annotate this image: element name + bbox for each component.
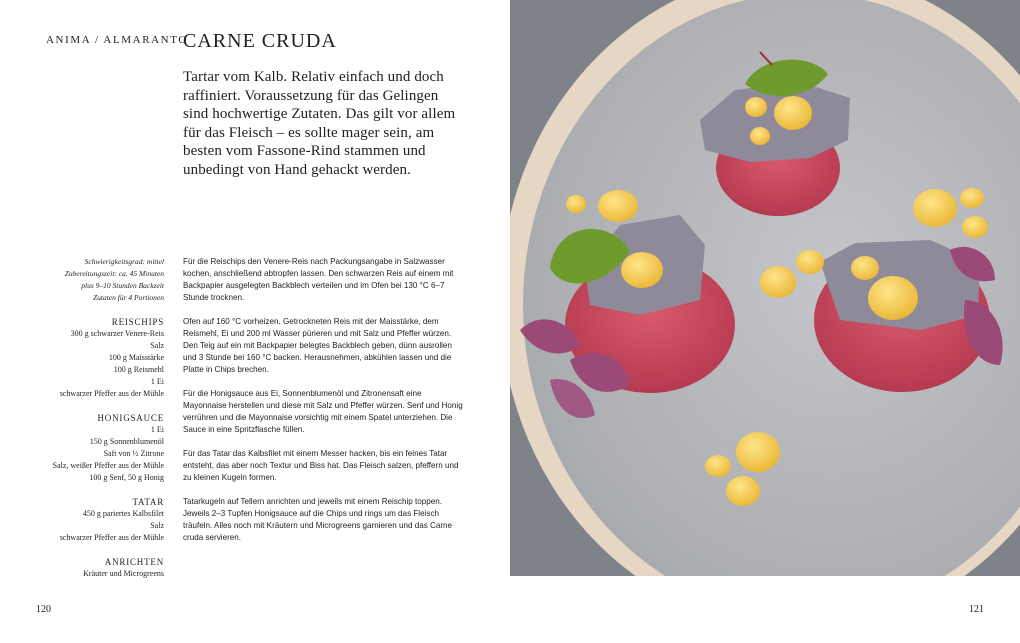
ingredient-heading: TATAR <box>132 497 164 507</box>
meta-difficulty: Schwierigkeitsgrad: mittel <box>84 257 164 266</box>
ingredient-item: Salz, weißer Pfeffer aus der Mühle <box>52 461 164 470</box>
ingredient-list <box>14 316 164 592</box>
ingredient-heading: REISCHIPS <box>111 317 164 327</box>
method-step: Für das Tatar das Kalbsfilet mit einem Messer hacken, bis ein feines Tatar entsteht, das aber noch Textur und Biss hat. Das Fleisch salzen, pfeffern und zu kleinen Kugeln formen. <box>183 449 459 482</box>
plated-tartare-photo <box>510 0 1020 576</box>
ingredient-item: 300 g schwarzer Venere-Reis <box>70 329 164 338</box>
page-number-left: 120 <box>36 604 51 615</box>
method-step: Tatarkugeln auf Tellern anrichten und jeweils mit einem Reischip toppen. Jeweils 2–3 Tupfen Honigsauce auf die Chips und rings um das Fleisch träufeln. Alles noch mit Kräutern und Microgreens garnieren und das Carne cruda servieren. <box>183 497 453 542</box>
method-step: Für die Honigsauce aus Ei, Sonnenblumenöl und Zitronensaft eine Mayonnaise herstellen und diese mit Salz und Pfeffer würzen. Senf und Honig verrühren und die Mayonnaise vorsichtig mit einem Spatel unterziehen. Die Sauce in eine Spritzflasche füllen. <box>183 389 463 434</box>
recipe-meta <box>24 256 164 304</box>
ingredient-item: 1 Ei <box>150 377 164 386</box>
recipe-intro: Tartar vom Kalb. Relativ einfach und doch raffiniert. Voraussetzung für das Gelingen sind hochwertige Zutaten. Das gilt vor allem für das Fleisch – es sollte mager sein, am besten vom Fassone-Rind stammen und unbedingt von Hand gehackt werden. <box>183 69 456 178</box>
section-label: ANIMA / ALMARANTO <box>46 34 188 46</box>
ingredient-heading: HONIGSAUCE <box>97 413 164 423</box>
recipe-title: CARNE CRUDA <box>183 30 337 52</box>
method-step: Ofen auf 160 °C vorheizen. Getrockneten Reis mit der Maisstärke, dem Reismehl, Ei und 200 ml Wasser pürieren und mit Salz und Pfeffer würzen. Den Teig auf ein mit Backpapier belegtes Backblech geben, dünn ausrollen und 3 Stunde bei 160 °C backen. Herausnehmen, abkühlen lassen und die Platte in Chips brechen. <box>183 317 452 374</box>
ingredient-item: 100 g Maisstärke <box>108 353 164 362</box>
ingredient-group-honigsauce <box>14 412 164 484</box>
ingredient-item: 1 Ei <box>150 425 164 434</box>
meta-prep-time: Zubereitungszeit: ca. 45 Minuten <box>64 269 164 278</box>
ingredient-item: schwarzer Pfeffer aus der Mühle <box>59 533 164 542</box>
ingredient-item: Salz <box>150 521 164 530</box>
ingredient-group-tatar <box>14 496 164 544</box>
meta-bake-time: plus 9–10 Stunden Backzeit <box>81 281 164 290</box>
method-steps <box>183 256 463 556</box>
ingredient-item: 100 g Senf, 50 g Honig <box>89 473 164 482</box>
ingredient-item: 150 g Sonnenblumenöl <box>89 437 164 446</box>
page-number-right: 121 <box>969 604 984 615</box>
meta-servings: Zutaten für 4 Portionen <box>92 293 164 302</box>
method-step: Für die Reischips den Venere-Reis nach Packungsangabe in Salzwasser kochen, anschließend abtropfen lassen. Den schwarzen Reis auf einem mit Backpapier ausgelegten Backblech verteilen und im Ofen bei 130 °C 6–7 Stunde trocknen. <box>183 257 454 302</box>
ingredient-item: Kräuter und Microgreens <box>83 569 164 578</box>
ingredient-item: schwarzer Pfeffer aus der Mühle <box>59 389 164 398</box>
ingredient-heading: ANRICHTEN <box>104 557 164 567</box>
right-page <box>510 0 1020 643</box>
ingredient-item: 450 g pariertes Kalbsfilet <box>82 509 164 518</box>
ingredient-group-anrichten <box>14 556 164 580</box>
ingredient-group-reischips <box>14 316 164 400</box>
ingredient-item: Salz <box>150 341 164 350</box>
ingredient-item: Saft von ½ Zitrone <box>103 449 164 458</box>
ingredient-item: 100 g Reismehl <box>113 365 164 374</box>
